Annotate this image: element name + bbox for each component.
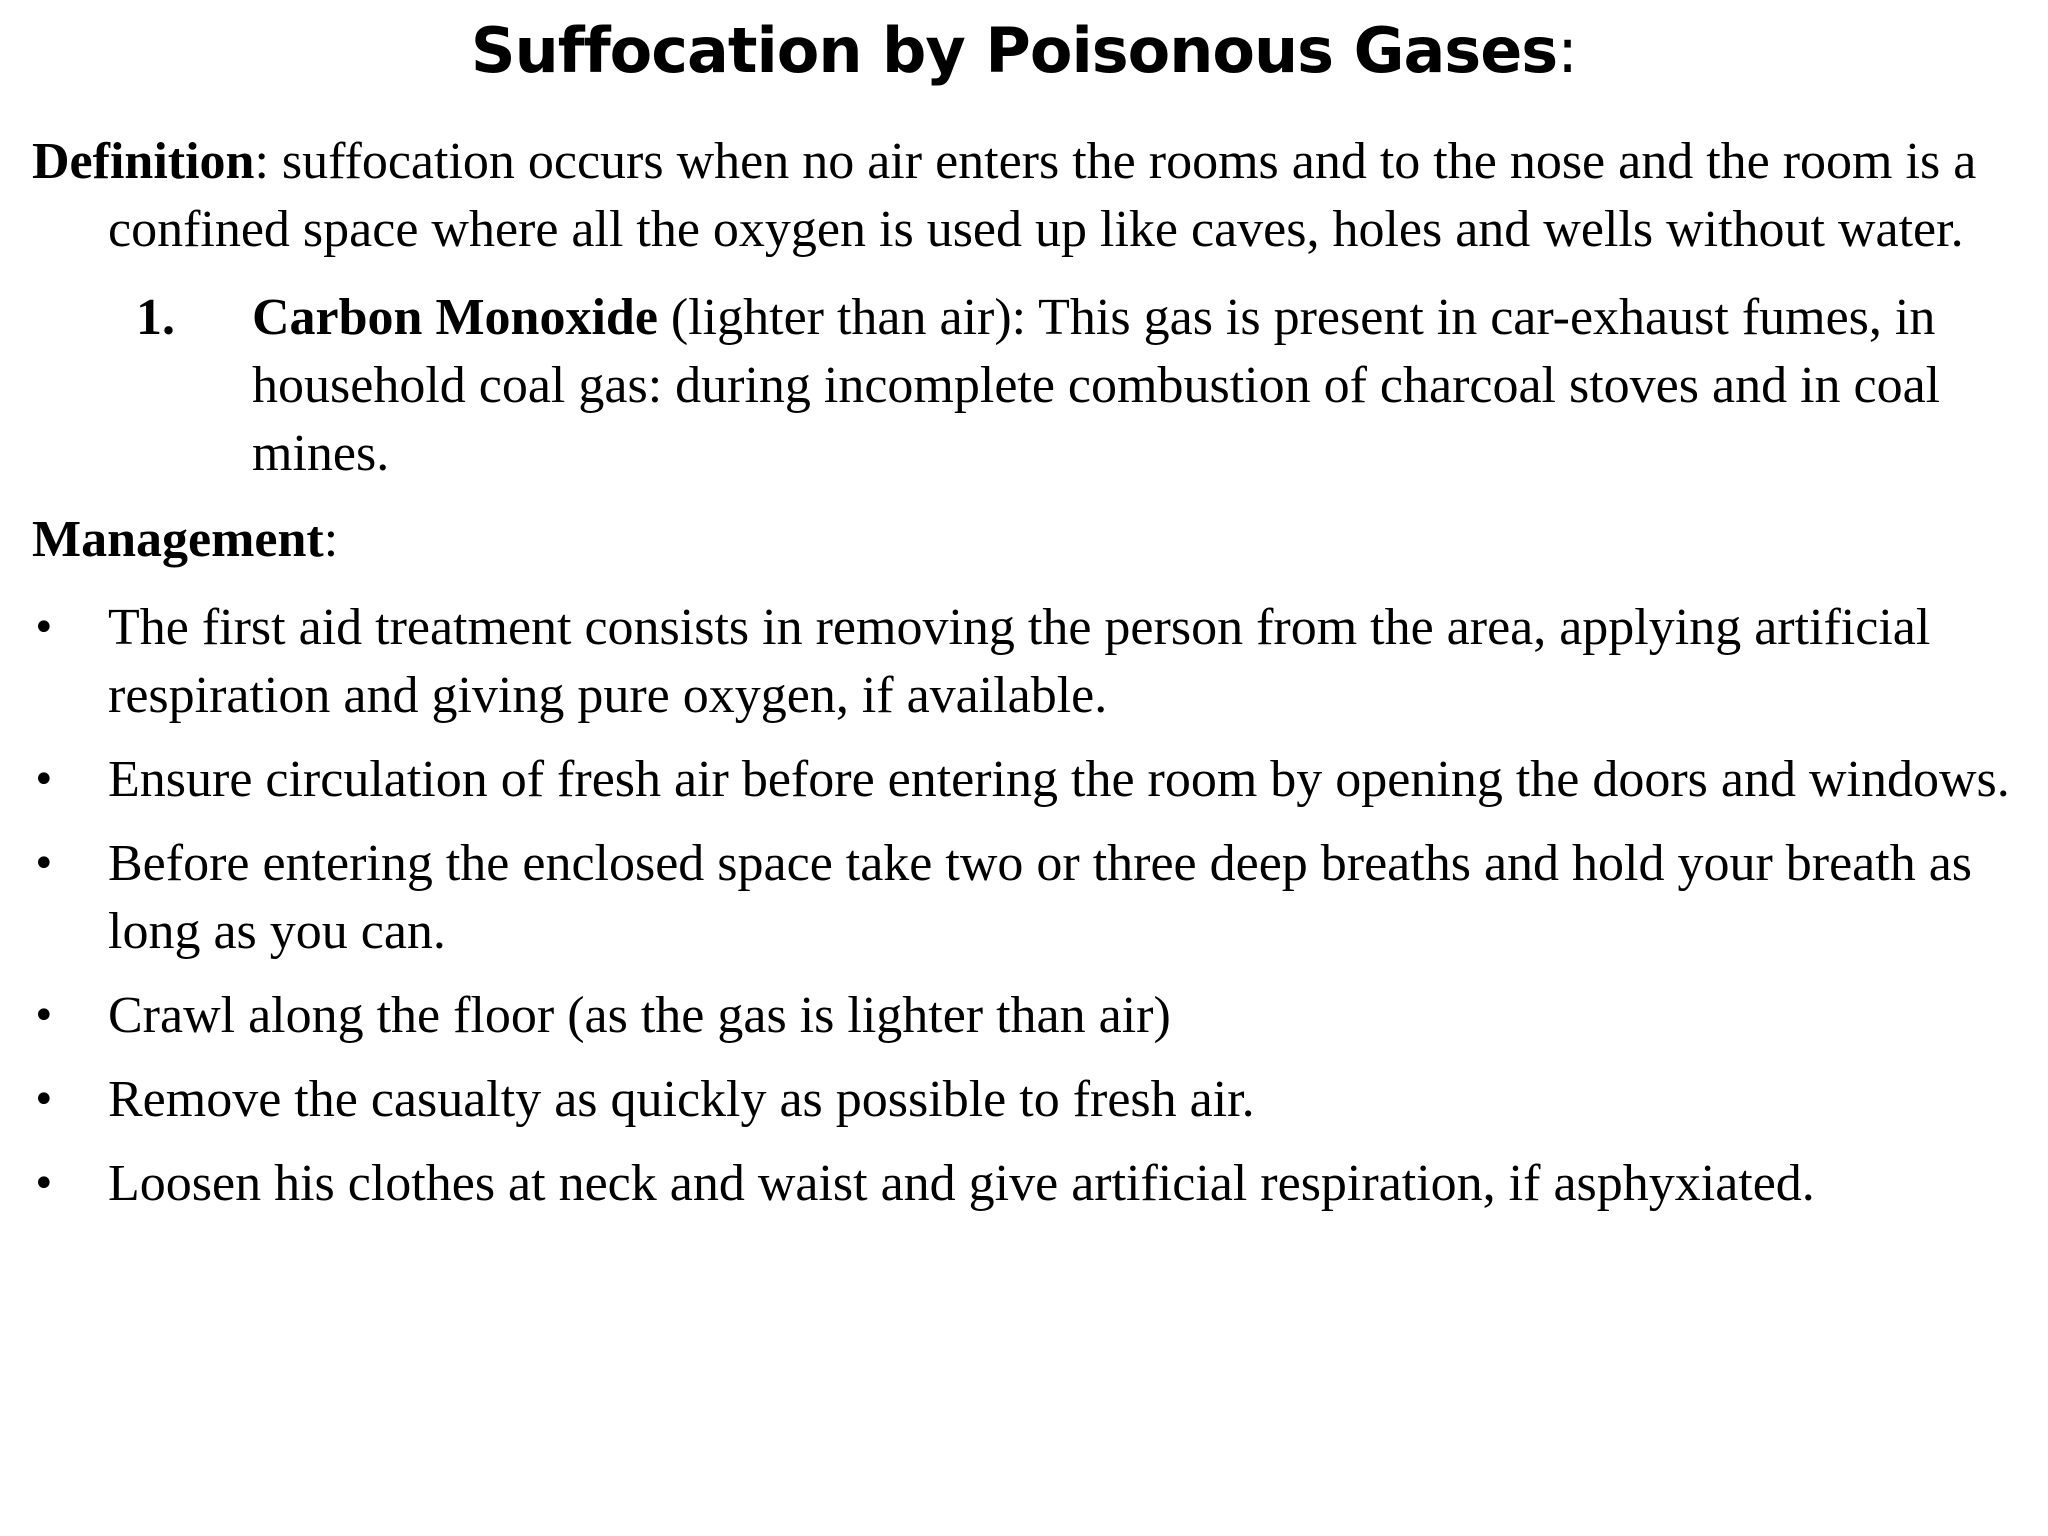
management-label: Management [32, 511, 324, 568]
list-item-text: Loosen his clothes at neck and waist and give artificial respiration, if asphyxiated. [108, 1155, 1815, 1212]
list-item [32, 982, 2022, 1050]
numbered-item [32, 284, 2022, 488]
numbered-item-label: Carbon Monoxide [252, 289, 658, 346]
list-item [32, 830, 2022, 966]
list-item-text: Ensure circulation of fresh air before entering the room by opening the doors and windows. [108, 751, 2010, 808]
numbered-item-number: 1. [136, 289, 175, 346]
management-heading [32, 506, 2022, 574]
bullet-icon: • [32, 841, 56, 887]
list-item-text: The first aid treatment consists in removing the person from the area, applying artificial respiration and giving pure oxygen, if available. [108, 599, 1931, 724]
list-item [32, 1150, 2022, 1218]
definition-paragraph [32, 128, 2022, 264]
list-item-text: Remove the casualty as quickly as possible to fresh air. [108, 1071, 1255, 1128]
list-item-text: Before entering the enclosed space take two or three deep breaths and hold your breath as long as you can. [108, 835, 1973, 960]
definition-label: Definition [32, 133, 255, 190]
bullet-icon: • [32, 757, 56, 803]
definition-text: : suffocation occurs when no air enters the rooms and to the nose and the room is a confined space where all the oxygen is used up like caves, holes and wells without water. [108, 133, 1977, 258]
list-item [32, 594, 2022, 730]
slide-title [0, 6, 2048, 96]
numbered-item-text: (lighter than air): This gas is present in car-exhaust fumes, in household coal gas: during incomplete combustion of charcoal stoves and in coal mines. [252, 289, 1941, 482]
list-item [32, 746, 2022, 814]
bullet-icon: • [32, 1077, 56, 1123]
slide-body [32, 128, 2022, 1218]
management-list [32, 594, 2022, 1218]
list-item-text: Crawl along the floor (as the gas is lighter than air) [108, 987, 1171, 1044]
slide-title-text: Suffocation by Poisonous Gases [470, 14, 1558, 87]
bullet-icon: • [32, 993, 56, 1039]
management-colon: : [323, 511, 339, 568]
list-item [32, 1066, 2022, 1134]
bullet-icon: • [32, 1161, 56, 1207]
slide-title-colon: : [1557, 14, 1578, 87]
bullet-icon: • [32, 605, 56, 651]
